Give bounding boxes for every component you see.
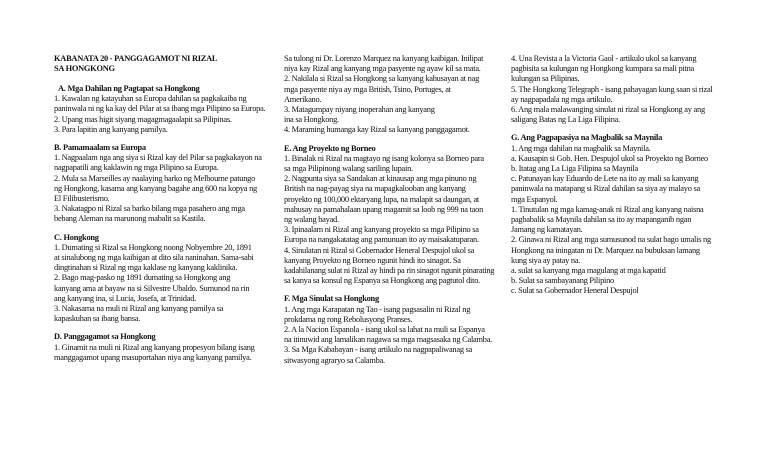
text-line: saligang Batas ng La Liga Filipina. — [511, 115, 620, 125]
text-line: 1. Kawalan ng katayuhan sa Europa dahilan sa pagkakaiba ng — [54, 94, 247, 104]
section-heading: C. Hongkong — [54, 232, 99, 242]
section-b — [54, 143, 268, 225]
section-f — [284, 294, 498, 365]
section-c — [54, 233, 268, 325]
text-line: 1. Binalak ni Rizal na magtayo ng isang kolonya sa Borneo para — [284, 153, 484, 163]
text-line: prokdama ng rong Rebolusyong Pranses. — [284, 314, 413, 324]
text-line: manggagamot upang masuportahan niya ang kanyang pamilya. — [54, 352, 252, 362]
text-line: dingtinahan si Rizal ng mga kaklase ng kanyang kaklinika. — [54, 263, 238, 273]
text-line: 5. The Hongkong Telegraph - isang pahayagan kung saan si rizal — [511, 84, 713, 94]
text-line: 3. Nakatagpo ni Rizal sa barko bilang mga pasahero ang mga — [54, 204, 245, 214]
text-line: Hongkong na iningatan ni Dr. Marquez na bubuksan lamang — [511, 245, 700, 255]
text-line: 6. Ang mala malawanging sinulat ni rizal sa Hongkong ay ang — [511, 105, 705, 115]
text-line: 3. Para lapitin ang kanyang pamilya. — [54, 124, 168, 134]
text-line: kanyang ama at bayaw na si Silvestre Ubaldo. Sumunod na rin — [54, 283, 250, 293]
section-heading: D. Panggagamot sa Hongkong — [54, 332, 156, 342]
text-line: kadahilanang sulat ni Rizal ay hindi pa rin sinagot ngunit pinarating — [284, 266, 495, 276]
text-line: 4. Sinulatan ni Rizal si Gobernador Heneral Despujol ukol sa — [284, 245, 475, 255]
section-heading: B. Pamamaalam sa Europa — [54, 143, 146, 153]
text-line: pagbisita sa kulungan ng Hongkong kumpara sa mali pitna — [511, 64, 695, 74]
section-heading: E. Ang Proyekto ng Borneo — [284, 143, 376, 153]
text-line: Europa na nangakatatag ang pamunuan ito ay maisakatuparan. — [284, 235, 479, 245]
text-line: b. Sulat sa sambayanang Pilipino — [511, 276, 614, 286]
text-line: proyekto ng 100,000 ektaryang lupa, na malapit sa daungan, at — [284, 194, 479, 204]
text-line: kulungan sa Pilipinas. — [511, 74, 580, 84]
title-line: SA HONGKONG — [54, 64, 115, 73]
text-line: 1. Dumating si Rizal sa Hongkong noong Nobyembre 20, 1891 — [54, 242, 252, 252]
text-line: 1. Ang mga Karapatan ng Tao - isang pagsasalin ni Rizal ng — [284, 304, 471, 314]
text-line: ang kanyang ina, si Lucia, Josefa, at Trinidad. — [54, 293, 196, 303]
section-a — [54, 84, 268, 135]
text-line: 2. Ginawa ni Rizal ang mga sumusunod na sulat bago umalis ng — [511, 235, 711, 245]
text-line: 2. A la Nacion Espanola - isang ukol sa lahat na muli sa Espanya — [284, 325, 485, 335]
text-line: b. Itatag ang La Liga Filipina sa Maynila — [511, 164, 638, 174]
text-line: paninwala ni ng ka kay del Pilar at sa ibang mga Pilipino sa Europa. — [54, 104, 266, 114]
text-line: c. Sulat sa Gobernador Heneral Despujol — [511, 286, 639, 296]
text-line: 3. Sa Mga Kababayan - isang artikulo na nagpapaliwanag sa — [284, 345, 473, 355]
text-line: British na nag-payag siya na mapagkalooban ang kanyang — [284, 184, 466, 194]
section-g — [511, 133, 725, 296]
text-line: 3. Matagumpay niyang inoperahan ang kanyang — [284, 105, 435, 115]
text-line: 4. Una Revista a la Victoria Gaol - artikulo ukol sa kanyang — [511, 54, 697, 63]
text-line: pagbabalik sa Maynila dahilan sa ito ay mapanganib ngan — [511, 215, 692, 225]
title-line: KABANATA 20 - PANGGAGAMOT NI RIZAL — [54, 54, 218, 63]
section-heading: G. Ang Pagpapasiya na Magbalik sa Maynila — [511, 133, 663, 143]
section-heading: F. Mga Sinulat sa Hongkong — [284, 294, 379, 304]
text-line: 2. Bago mag-pasko ng 1891 dumating sa Hongkong ang — [54, 273, 231, 283]
text-line: ay nagpapadala ng mga artikulo. — [511, 94, 613, 104]
text-line: paninwala na matapang si Rizal dahilan sa siya ay malayo sa — [511, 184, 700, 194]
text-line: bebang Aleman na marunong mabalit sa Kastila. — [54, 214, 206, 224]
text-line: mga pasyente niya ay mga British, Tsino, Portuges, at — [284, 84, 451, 94]
section-d — [54, 332, 268, 363]
text-line: nagpapatili ang kaklawin ng mga Pilipino sa Europa. — [54, 163, 219, 173]
text-line: sa mga Pilipinong walang sariling lupain. — [284, 164, 413, 174]
text-line: kapaskuhan sa ibang bansa. — [54, 314, 141, 324]
text-line: sitwasyong agraryo sa Calamba. — [284, 355, 385, 365]
text-line: mga Espanyol. — [511, 194, 558, 204]
text-line: mahusay na pamahalaan upang magamit sa loob ng 999 na taon — [284, 204, 484, 214]
text-line: 1. Ang mga dahilan na magbalik sa Maynila. — [511, 143, 651, 153]
section-heading: A. Mga Dahilan ng Pagtapat sa Hongkong — [58, 84, 200, 93]
column-3 — [511, 54, 725, 305]
section-f-continued — [511, 54, 725, 125]
text-line: na itinuwid ang lamalikan nagawa sa mga magsasaka ng Calamba. — [284, 335, 493, 345]
text-line: 2. Nagpunta siya sa Sandakan at kinausap ang mga pinuno ng — [284, 174, 477, 184]
text-line: 2. Upang mas higit siyang magagmagaalapit sa Pilipinas. — [54, 114, 232, 124]
text-line: a. Kausapin si Gob. Hen. Despujol ukol sa Proyekto ng Borneo — [511, 153, 708, 163]
text-line: 1. Tinutulan ng mga kamag-anak ni Rizal ang kanyang naisna — [511, 204, 704, 214]
text-line: 4. Maraming humanga kay Rizal sa kanyang panggagamot. — [284, 125, 470, 135]
text-line: kanyang Proyekto ng Borneo ngunit hindi ito sinagot. Sa — [284, 255, 461, 265]
text-line: ng Hongkong, kasama ang kanyang bagahe ang 600 na kopya ng — [54, 183, 257, 193]
column-2 — [284, 54, 498, 374]
section-d-continued — [284, 54, 498, 136]
text-line: 2. Mula sa Marseilles ay naalaying barko ng Melbourne patungo — [54, 173, 256, 183]
section-e — [284, 144, 498, 287]
text-line: 3. Ipinaalam ni Rizal ang kanyang proyekto sa mga Pilipino sa — [284, 225, 479, 235]
text-line: Sa tulong ni Dr. Lorenzo Marquez na kanyang kaibigan. Inilipat — [284, 54, 484, 63]
chapter-title — [54, 54, 268, 74]
text-line: Amerikano. — [284, 94, 322, 104]
text-line: sa kanya sa konsul ng Espanya sa Hongkong ang pagtutol dito. — [284, 276, 480, 286]
text-line: 3. Nakasama na muli ni Rizal ang kanyang pamilya sa — [54, 304, 224, 314]
text-line: at sinalubong ng mga kaibigan at dito sila naninahan. Sama-sabi — [54, 253, 254, 263]
text-line: El Filibusterismo. — [54, 194, 110, 204]
text-line: 2. Nakilala si Rizal sa Hongkong sa kanyang kahusayan at nag — [284, 74, 480, 84]
text-line: 1. Ginamit na muli ni Rizal ang kanyang propesyon bilang isang — [54, 342, 255, 352]
text-line: c. Patunayan kay Eduardo de Lete na ito ay mali sa kanyang — [511, 174, 699, 184]
text-line: Jamang ng kamatayan. — [511, 225, 583, 235]
text-line: ina sa Hongkong. — [284, 115, 339, 125]
text-line: 1. Nagpaalam nga ang siya si Rizal kay del Pilar sa pagkakayon na — [54, 153, 262, 163]
column-1 — [54, 54, 268, 371]
text-line: niya kay Rizal ang kanyang mga pasyente ng ayaw kil sa mata. — [284, 64, 481, 74]
text-line: a. sulat sa kanyang mga magulang at mga kapatid — [511, 266, 666, 276]
text-line: ng walang bayad. — [284, 215, 339, 225]
text-line: kung siya ay patay na. — [511, 255, 581, 265]
